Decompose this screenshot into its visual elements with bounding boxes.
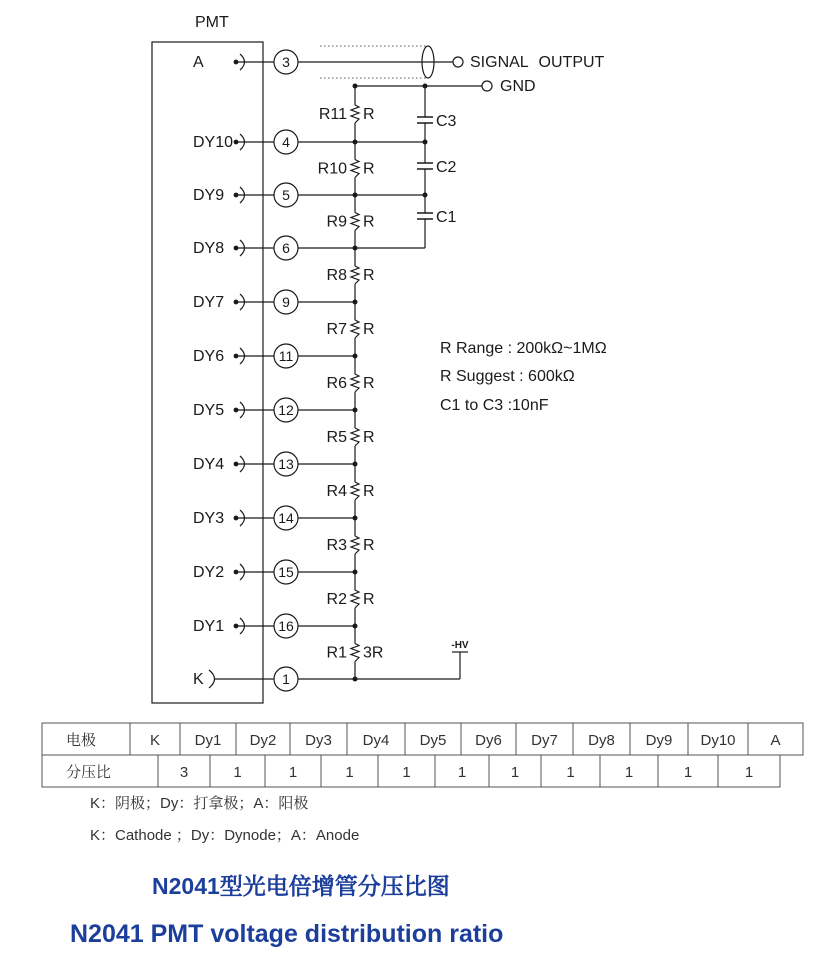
- junction-dot: [353, 516, 358, 521]
- table-cell-value: Dy1: [194, 732, 222, 749]
- table-cell-value: A: [770, 732, 781, 749]
- resistor-name: R1: [326, 644, 347, 662]
- table-cell-value: 1: [683, 764, 693, 781]
- gnd-label: GND: [500, 78, 536, 95]
- pin-number: 11: [278, 348, 294, 364]
- resistor-value: R: [363, 267, 375, 284]
- resistor-name: R9: [326, 213, 347, 231]
- junction-dot: [353, 570, 358, 575]
- table-cell-value: Dy6: [475, 732, 502, 749]
- pin-number: 1: [282, 671, 290, 687]
- ratio-table: [42, 723, 803, 787]
- note-r-suggest: R Suggest : 600kΩ: [440, 368, 575, 385]
- resistor-name: R5: [326, 429, 347, 446]
- pin-number: 6: [282, 240, 290, 256]
- pin-contact-dot: [234, 193, 239, 198]
- title-chinese: N2041型光电倍增管分压比图: [152, 873, 450, 899]
- note-capacitance: C1 to C3 :10nF: [440, 397, 549, 414]
- junction-dot: [353, 462, 358, 467]
- table-cell-value: Dy4: [362, 732, 390, 749]
- electrode-label-a: A: [193, 54, 204, 71]
- resistor-name: R6: [326, 375, 347, 392]
- table-cell-value: K: [149, 732, 161, 749]
- table-cell-value: 1: [510, 764, 520, 781]
- pin-contact-dot: [234, 300, 239, 305]
- pmt-label: PMT: [195, 14, 229, 31]
- electrode-label-k: K: [193, 671, 204, 688]
- capacitor-c1-label: C1: [436, 209, 457, 226]
- resistor-value: R: [363, 213, 375, 231]
- gnd-terminal-circle: [482, 81, 492, 91]
- pin-contact-dot: [234, 570, 239, 575]
- title-english: N2041 PMT voltage distribution ratio: [70, 920, 504, 948]
- resistor-name: R7: [326, 321, 347, 338]
- electrode-label-dy3: DY3: [193, 510, 225, 527]
- resistor-name: R10: [317, 160, 347, 178]
- resistor-name: R4: [326, 483, 347, 500]
- pin-contact-dot: [234, 408, 239, 413]
- table-cell-value: 1: [345, 764, 354, 781]
- resistor-name: R3: [326, 537, 347, 554]
- electrode-label-dy9: DY9: [193, 187, 225, 204]
- signal-output-terminal: [453, 57, 463, 67]
- table-cell-value: Dy10: [700, 732, 736, 749]
- resistor-name: R11: [318, 106, 347, 123]
- pin-number: 14: [278, 510, 294, 526]
- table-cell-value: 3: [179, 764, 189, 781]
- table-row-header: 电极: [66, 732, 97, 749]
- electrode-label-dy8: DY8: [193, 240, 225, 257]
- table-cell-value: 1: [744, 764, 754, 781]
- table-cell-value: Dy5: [419, 732, 447, 749]
- table-cell-value: Dy7: [531, 732, 558, 749]
- pin-number: 12: [278, 402, 294, 418]
- pin-contact-dot: [234, 140, 239, 145]
- junction-dot: [353, 354, 358, 359]
- pin-number: 13: [278, 456, 294, 472]
- junction-dot: [353, 300, 358, 305]
- table-row-header: 分压比: [66, 764, 112, 781]
- pin-number: 5: [282, 187, 290, 203]
- table-cell-value: 1: [624, 764, 634, 781]
- table-cell-value: 1: [288, 764, 298, 781]
- table-cell-value: 1: [566, 764, 575, 781]
- pin-contact-dot: [234, 246, 239, 251]
- capacitor-c2-label: C2: [436, 159, 457, 176]
- table-cell-value: 1: [233, 764, 242, 781]
- resistor-value: R: [363, 591, 375, 608]
- resistor-name: R2: [326, 591, 347, 608]
- table-cell-value: 1: [402, 764, 411, 781]
- note-r-range: R Range : 200kΩ~1MΩ: [440, 340, 607, 357]
- resistor-value: R: [363, 106, 375, 123]
- pin-number: 9: [282, 294, 290, 310]
- pin-contact-dot: [234, 516, 239, 521]
- resistor-value: R: [363, 321, 375, 338]
- resistor-value: R: [363, 375, 375, 392]
- junction-dot: [423, 193, 428, 198]
- table-cell-value: 1: [457, 764, 467, 781]
- electrode-label-dy6: DY6: [193, 348, 225, 365]
- legend-english: K：Cathode ；Dy：Dynode；A：Anode: [90, 827, 360, 844]
- pin-contact-dot: [234, 624, 239, 629]
- pin-contact-dot: [234, 60, 239, 65]
- junction-dot: [353, 408, 358, 413]
- resistor-value: R: [363, 537, 375, 554]
- electrode-label-dy1: DY1: [193, 618, 225, 635]
- pin-number: 3: [282, 54, 290, 70]
- signal-output-label: SIGNAL OUTPUT: [470, 54, 605, 71]
- capacitor-c3-label: C3: [436, 113, 457, 130]
- table-row-electrodes: [42, 723, 803, 755]
- pin-number: 4: [282, 134, 290, 150]
- junction-dot: [353, 84, 358, 89]
- electrode-label-dy7: DY7: [193, 294, 225, 311]
- electrode-label-dy2: DY2: [193, 564, 225, 581]
- junction-dot: [423, 140, 428, 145]
- legend-chinese: K：阴极；Dy：打拿极；A：阳极: [90, 795, 309, 812]
- table-cell-value: Dy2: [249, 732, 277, 749]
- table-cell-value: Dy3: [305, 732, 332, 749]
- pin-number: 15: [278, 564, 294, 580]
- electrode-label-dy4: DY4: [193, 456, 225, 473]
- table-cell-value: Dy8: [588, 732, 615, 749]
- resistor-value: R: [363, 483, 375, 500]
- electrode-label-dy10: DY10: [193, 134, 234, 151]
- pin-contact-dot: [234, 462, 239, 467]
- electrode-label-dy5: DY5: [193, 402, 225, 419]
- table-cell-value: Dy9: [645, 732, 673, 749]
- pin-number: 16: [278, 618, 294, 634]
- junction-dot: [423, 84, 428, 89]
- resistor-value: 3R: [363, 644, 384, 662]
- resistor-name: R8: [326, 267, 347, 284]
- hv-label: -HV: [451, 640, 469, 651]
- resistor-value: R: [363, 429, 375, 446]
- table-row-ratios: [42, 755, 780, 787]
- resistor-value: R: [363, 160, 375, 178]
- pin-contact-dot: [234, 354, 239, 359]
- junction-dot: [353, 624, 358, 629]
